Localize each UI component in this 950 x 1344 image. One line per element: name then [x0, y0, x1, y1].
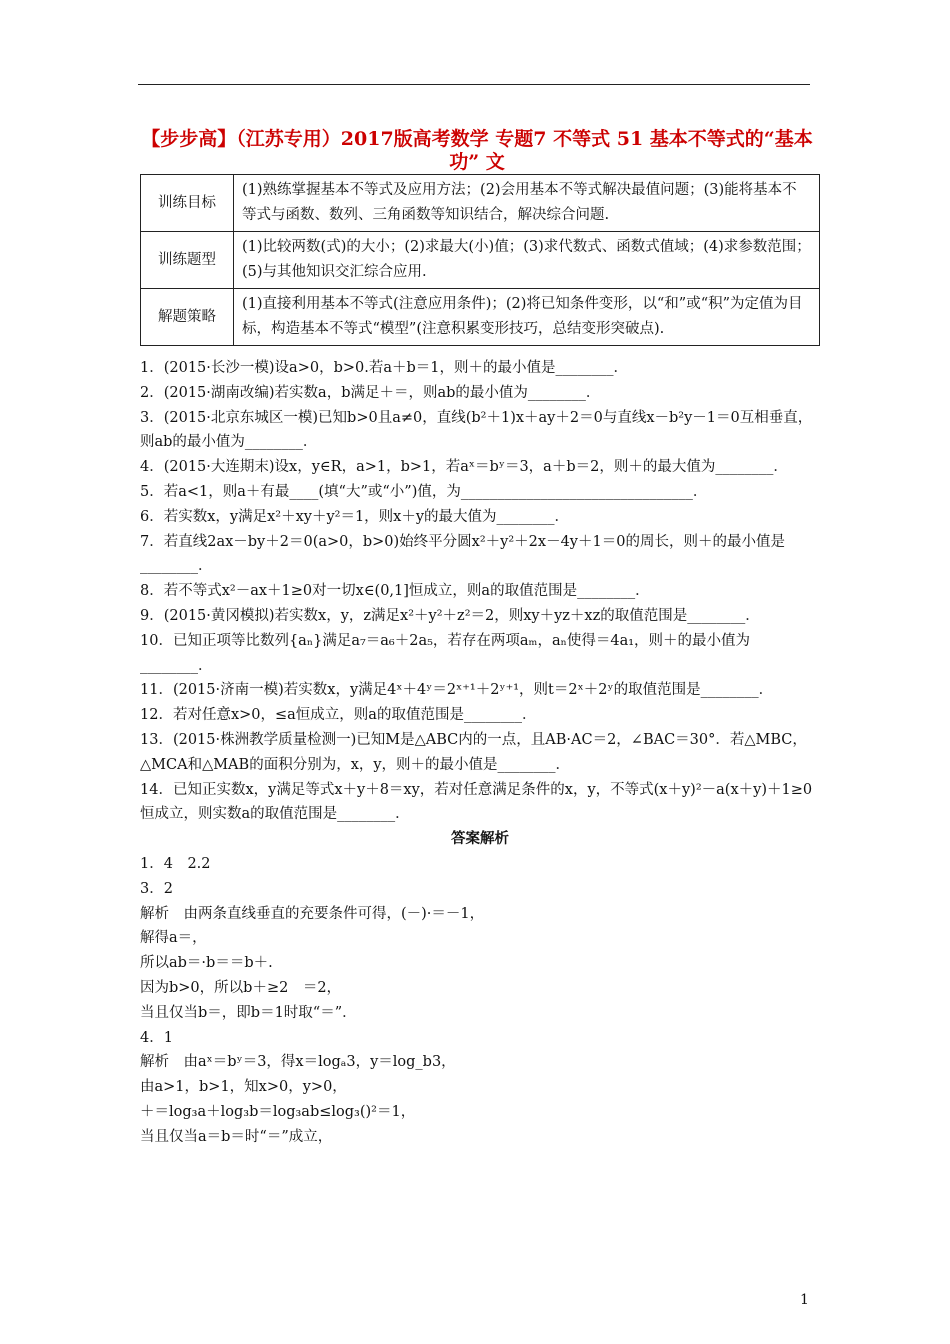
problem-item: 8．若不等式x²－ax＋1≥0对一切x∈(0,1]恒成立，则a的取值范围是________． — [140, 583, 650, 600]
problem-item: 13．(2015·株洲教学质量检测一)已知M是△ABC内的一点，且AB·AC＝2，∠BAC＝30°．若△MBC，△MCA和△MAB的面积分别为，x，y，则＋的最小值是________． — [140, 731, 807, 773]
row-label: 训练题型 — [141, 232, 234, 289]
row-label: 训练目标 — [141, 175, 234, 232]
answer-line: 解析 由aˣ＝bʸ＝3，得x＝logₐ3，y＝log_b3， — [140, 1054, 456, 1071]
problem-item: 9．(2015·黄冈模拟)若实数x，y，z满足x²＋y²＋z²＝2，则xy＋yz＋xz的取值范围是________． — [140, 607, 760, 624]
problem-item: 1．(2015·长沙一模)设a>0，b>0.若a＋b＝1，则＋的最小值是________． — [140, 360, 628, 376]
page-number: 1 — [800, 1292, 809, 1308]
training-info-table — [140, 174, 820, 346]
problem-item: 3．(2015·北京东城区一模)已知b>0且a≠0，直线(b²＋1)x＋ay＋2＝0与直线x－b²y－1＝0互相垂直，则ab的最小值为________． — [140, 409, 813, 451]
table-row — [141, 289, 820, 346]
problem-item: 11．(2015·济南一模)若实数x，y满足4ˣ＋4ʸ＝2ˣ⁺¹＋2ʸ⁺¹，则t＝2ˣ＋2ʸ的取值范围是________． — [140, 682, 774, 699]
answer-line: 4．1 — [140, 1029, 173, 1046]
problem-item: 10．已知正项等比数列{aₙ}满足a₇＝a₆＋2a₅，若存在两项aₘ，aₙ使得＝4a₁，则＋的最小值为________． — [140, 632, 751, 674]
document-title: 【步步高】（江苏专用）2017版高考数学 专题7 不等式 51 基本不等式的“基本功” 文 — [141, 128, 813, 173]
problem-item: 7．若直线2ax－by＋2＝0(a>0，b>0)始终平分圆x²＋y²＋2x－4y＋1＝0的周长，则＋的最小值是________． — [140, 533, 785, 575]
problem-item: 2．(2015·湖南改编)若实数a，b满足＋＝，则ab的最小值为________． — [140, 384, 601, 401]
answer-line: 1．4 2.2 — [140, 855, 211, 872]
answer-line: 3．2 — [140, 880, 173, 897]
answer-line: ＋＝log₃a＋log₃b＝log₃ab≤log₃()²＝1， — [140, 1103, 416, 1120]
problem-item: 4．(2015·大连期末)设x，y∈R，a>1，b>1，若aˣ＝bʸ＝3，a＋b＝2，则＋的最大值为________． — [140, 459, 788, 476]
answer-line: 当且仅当a＝b＝时“＝”成立， — [140, 1128, 333, 1145]
problem-item: 14．已知正实数x，y满足等式x＋y＋8＝xy，若对任意满足条件的x，y，不等式(x＋y)²－a(x＋y)＋1≥0恒成立，则实数a的取值范围是________． — [140, 781, 813, 823]
answer-line: 当且仅当b＝，即b＝1时取“＝”． — [140, 1004, 357, 1021]
problem-item: 6．若实数x，y满足x²＋xy＋y²＝1，则x＋y的最大值为________． — [140, 508, 570, 525]
answer-line: 解得a＝， — [140, 930, 207, 947]
table-row — [141, 175, 820, 232]
answer-line: 由a>1，b>1，知x>0，y>0， — [140, 1079, 347, 1096]
answer-line: 因为b>0，所以b＋≥2 ＝2， — [140, 979, 342, 996]
header-rule — [138, 84, 810, 85]
row-text: (1)熟练掌握基本不等式及应用方法；(2)会用基本不等式解决最值问题；(3)能将基本不等式与函数、数列、三角函数等知识结合，解决综合问题. — [234, 175, 820, 232]
row-label: 解题策略 — [141, 289, 234, 346]
answer-line: 所以ab＝·b＝＝b＋. — [140, 955, 273, 972]
problem-item: 12．若对任意x>0，≤a恒成立，则a的取值范围是________． — [140, 707, 537, 724]
row-text: (1)比较两数(式)的大小；(2)求最大(小)值；(3)求代数式、函数式值域；(4)求参数范围；(5)与其他知识交汇综合应用. — [234, 232, 820, 289]
answer-heading: 答案解析 — [451, 830, 509, 848]
main-content — [140, 356, 820, 1150]
table-row — [141, 232, 820, 289]
answer-line: 解析 由两条直线垂直的充要条件可得，(－)·＝－1， — [140, 905, 485, 922]
problem-item: 5．若a<1，则a＋有最____(填“大”或“小”)值，为________________________________． — [140, 483, 708, 500]
row-text: (1)直接利用基本不等式(注意应用条件)；(2)将已知条件变形，以“和”或“积”为定值为目标，构造基本不等式“模型”(注意积累变形技巧，总结变形突破点). — [234, 289, 820, 346]
